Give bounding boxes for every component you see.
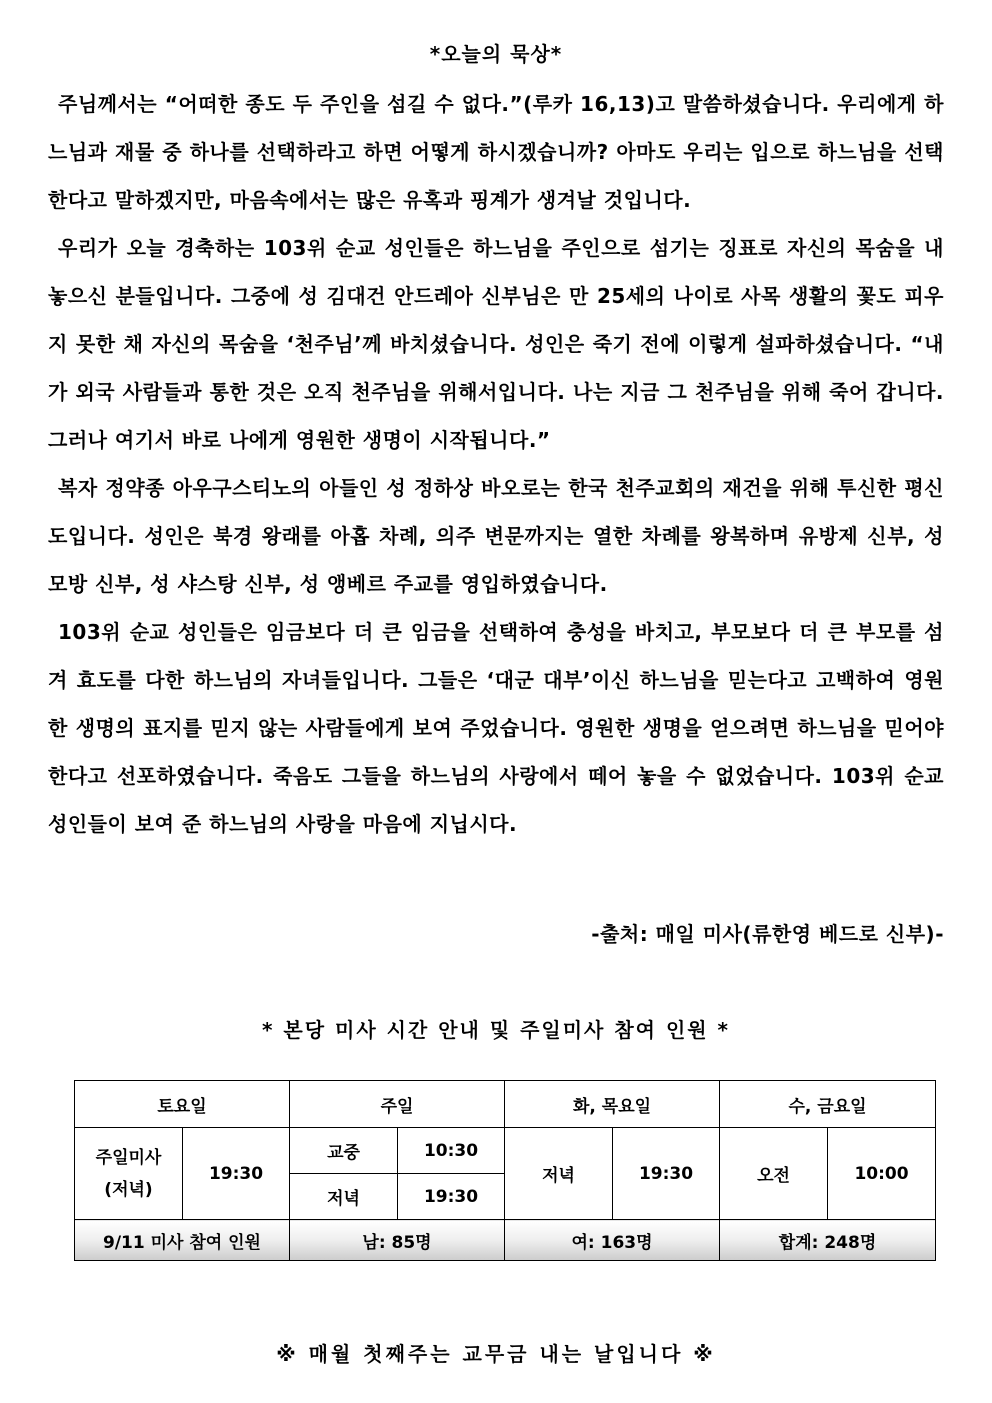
- attendance-male: 남: 85명: [290, 1220, 505, 1261]
- tue-thu-mass-time: 19:30: [613, 1128, 720, 1220]
- meditation-title: *오늘의 묵상*: [429, 42, 563, 66]
- sunday-main-mass-time: 10:30: [398, 1128, 505, 1174]
- saturday-mass-label: 주일미사 (저녁): [75, 1128, 183, 1220]
- header-wed-fri: 수, 금요일: [720, 1081, 936, 1128]
- meditation-paragraph-2: 우리가 오늘 경축하는 103위 순교 성인들은 하느님을 주인으로 섬기는 징표로 자신의 목숨을 내 놓으신 분들입니다. 그중에 성 김대건 안드레아 신부님은 만 25세의 나이로 사목 생활의 꽃도 피우지 못한 채 자신의 목숨을 ‘천주님’께 바치셨습니다. 성인은 죽기 전에 이렇게 설파하셨습니다. “내가 외국 사람들과 통한 것은 오직 천주님을 위해서입니다. 나는 지금 그 천주님을 위해 죽어 갑니다. 그러나 여기서 바로 나에게 영원한 생명이 시작됩니다.”: [48, 236, 944, 452]
- attendance-label: 9/11 미사 참여 인원: [75, 1220, 290, 1261]
- sunday-evening-mass-label: 저녁: [290, 1174, 398, 1220]
- saturday-mass-time: 19:30: [183, 1128, 290, 1220]
- sunday-evening-mass-time: 19:30: [398, 1174, 505, 1220]
- header-saturday: 토요일: [75, 1081, 290, 1128]
- meditation-paragraph-1: 주님께서는 “어떠한 종도 두 주인을 섬길 수 없다.”(루카 16,13)고 말씀하셨습니다. 우리에게 하느님과 재물 중 하나를 선택하라고 하면 어떻게 하시겠습니까? 아마도 우리는 입으로 하느님을 선택한다고 말하겠지만, 마음속에서는 많은 유혹과 핑계가 생겨날 것입니다.: [48, 92, 944, 212]
- schedule-row-1: [75, 1128, 936, 1174]
- mass-schedule-table: [74, 1080, 936, 1261]
- wed-fri-mass-label: 오전: [720, 1128, 828, 1220]
- meditation-paragraph-3: 복자 정약종 아우구스티노의 아들인 성 정하상 바오로는 한국 천주교회의 재건을 위해 투신한 평신도입니다. 성인은 북경 왕래를 아홉 차례, 의주 변문까지는 열한 차례를 왕복하며 유방제 신부, 성 모방 신부, 성 샤스탕 신부, 성 앵베르 주교를 영입하였습니다.: [48, 476, 944, 596]
- attendance-female: 여: 163명: [505, 1220, 720, 1261]
- schedule-title: * 본당 미사 시간 안내 및 주일미사 참여 인원 *: [261, 1018, 731, 1042]
- header-tue-thu: 화, 목요일: [505, 1081, 720, 1128]
- meditation-body: [48, 80, 944, 848]
- attendance-row: [75, 1220, 936, 1261]
- attendance-total: 합계: 248명: [720, 1220, 936, 1261]
- wed-fri-mass-time: 10:00: [828, 1128, 936, 1220]
- tue-thu-mass-label: 저녁: [505, 1128, 613, 1220]
- meditation-paragraph-4: 103위 순교 성인들은 임금보다 더 큰 임금을 선택하여 충성을 바치고, 부모보다 더 큰 부모를 섬겨 효도를 다한 하느님의 자녀들입니다. 그들은 ‘대군 대부’이신 하느님을 믿는다고 고백하여 영원한 생명의 표지를 믿지 않는 사람들에게 보여 주었습니다. 영원한 생명을 얻으려면 하느님을 믿어야 한다고 선포하였습니다. 죽음도 그들을 하느님의 사랑에서 떼어 놓을 수 없었습니다. 103위 순교 성인들이 보여 준 하느님의 사랑을 마음에 지닙시다.: [48, 620, 944, 836]
- meditation-source: -출처: 매일 미사(류한영 베드로 신부)-: [591, 922, 944, 946]
- sunday-main-mass-label: 교중: [290, 1128, 398, 1174]
- tithe-notice: ※ 매월 첫째주는 교무금 내는 날입니다 ※: [276, 1342, 716, 1366]
- schedule-header-row: [75, 1081, 936, 1128]
- header-sunday: 주일: [290, 1081, 505, 1128]
